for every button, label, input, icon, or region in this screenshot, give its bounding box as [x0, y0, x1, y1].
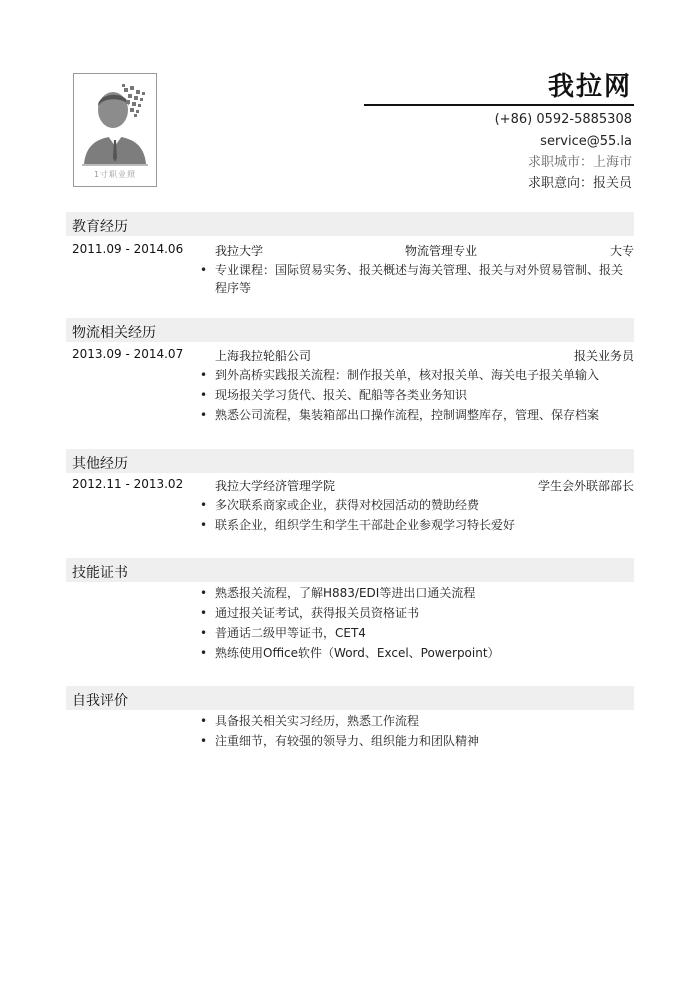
- section-skills-header: [66, 558, 634, 582]
- section-title: 教育经历: [72, 219, 128, 235]
- org-name: 我拉大学经济管理学院: [215, 479, 336, 493]
- email: service@55.la: [540, 134, 632, 149]
- list-item: • 通过报关证考试，获得报关员资格证书: [200, 603, 634, 623]
- other-details: [200, 495, 634, 535]
- phone: (+86) 0592-5885308: [494, 112, 632, 127]
- section-other-header: [66, 449, 634, 473]
- company-name: 上海我拉轮船公司: [215, 349, 312, 363]
- list-item: • 专业课程：国际贸易实务、报关概述与海关管理、报关与对外贸易管制、报关程序等: [200, 261, 634, 297]
- section-title: 自我评价: [72, 693, 128, 709]
- name-divider: [364, 104, 634, 106]
- job-city-label: 求职城市：: [527, 155, 593, 170]
- list-item: • 具备报关相关实习经历，熟悉工作流程: [200, 711, 634, 731]
- job-city: [528, 151, 632, 170]
- list-item: • 熟悉公司流程，集装箱部出口操作流程，控制调整库存，管理、保存档案: [200, 405, 634, 425]
- skills-list: [200, 583, 634, 663]
- list-item: • 熟练使用Office软件（Word、Excel、Powerpoint）: [200, 643, 634, 663]
- job-intent-label: 求职意向：: [527, 176, 593, 191]
- photo-caption: 1寸职业照: [93, 170, 137, 179]
- job-city-value: 上海市: [592, 155, 632, 170]
- list-item: • 熟悉报关流程，了解H883/EDI等进出口通关流程: [200, 583, 634, 603]
- position: 学生会外联部部长: [537, 479, 634, 493]
- degree: 大专: [609, 244, 634, 258]
- entry-date: 2013.09 - 2014.07: [72, 347, 184, 361]
- section-logistics-header: [66, 318, 634, 342]
- entry-date: 2012.11 - 2013.02: [72, 477, 184, 491]
- logistics-details: [200, 365, 634, 425]
- profile-photo: [73, 73, 157, 187]
- list-item: • 普通话二级甲等证书，CET4: [200, 623, 634, 643]
- entry-date: 2011.09 - 2014.06: [72, 242, 184, 256]
- section-title: 物流相关经历: [72, 325, 156, 341]
- list-item: • 联系企业，组织学生和学生干部赴企业参观学习特长爱好: [200, 515, 634, 535]
- job-intent: [528, 172, 632, 191]
- major: 物流管理专业: [405, 244, 478, 258]
- section-education-header: [66, 212, 634, 236]
- list-item: • 多次联系商家或企业，获得对校园活动的赞助经费: [200, 495, 634, 515]
- school-name: 我拉大学: [215, 244, 264, 258]
- education-details: [200, 261, 634, 297]
- list-item: • 注重细节，有较强的领导力、组织能力和团队精神: [200, 731, 634, 751]
- section-self-header: [66, 686, 634, 710]
- job-title: 报关业务员: [573, 349, 634, 363]
- candidate-name: 我拉网: [547, 72, 632, 102]
- list-item: • 现场报关学习货代、报关、配船等各类业务知识: [200, 385, 634, 405]
- job-intent-value: 报关员: [592, 176, 632, 191]
- section-title: 技能证书: [72, 565, 128, 581]
- section-title: 其他经历: [72, 456, 128, 472]
- self-evaluation-list: [200, 711, 634, 751]
- list-item: • 到外高桥实践报关流程：制作报关单，核对报关单、海关电子报关单输入: [200, 365, 634, 385]
